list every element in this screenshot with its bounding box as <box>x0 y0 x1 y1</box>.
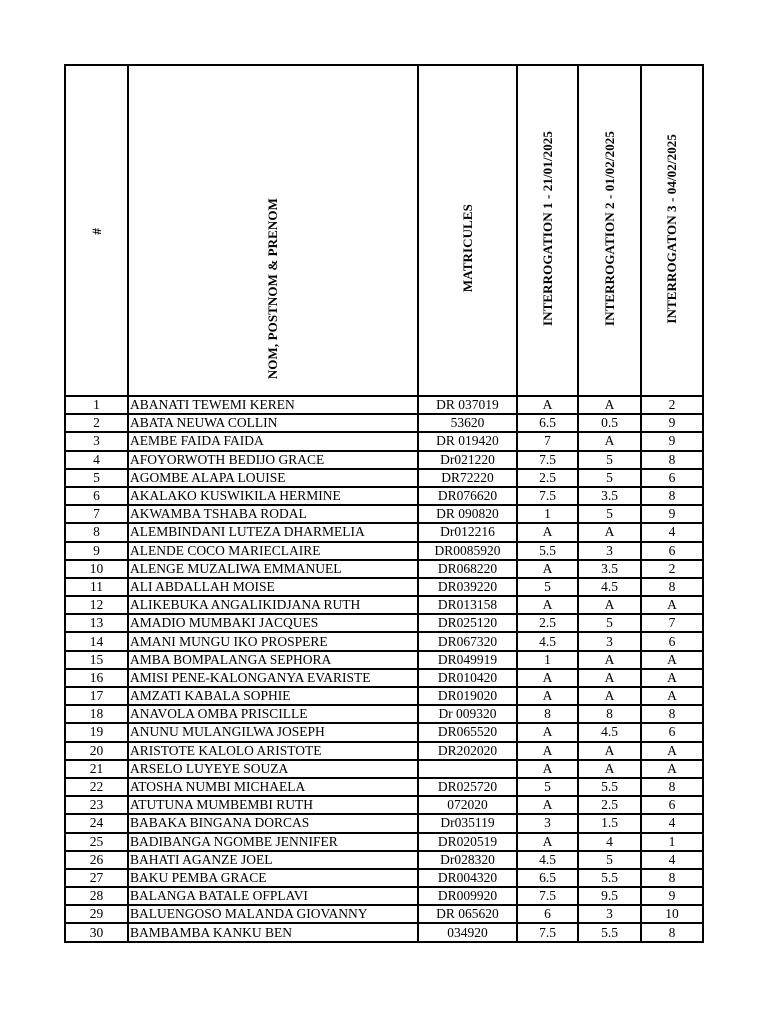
table-row <box>65 923 703 941</box>
cell-interrogation-2: 5.5 <box>578 923 641 941</box>
cell-name: ALENGE MUZALIWA EMMANUEL <box>128 560 418 578</box>
cell-name: BALANGA BATALE OFPLAVI <box>128 887 418 905</box>
cell-number: 6 <box>65 487 128 505</box>
cell-interrogation-1: 6.5 <box>517 414 578 432</box>
cell-matricule: DR009920 <box>418 887 517 905</box>
cell-name: AMANI MUNGU IKO PROSPERE <box>128 632 418 650</box>
cell-interrogation-1: 5.5 <box>517 542 578 560</box>
cell-matricule: DR049919 <box>418 651 517 669</box>
cell-name: BAHATI AGANZE JOEL <box>128 851 418 869</box>
cell-interrogation-3: 8 <box>641 578 703 596</box>
cell-interrogation-2: A <box>578 396 641 414</box>
cell-interrogation-1: A <box>517 669 578 687</box>
cell-number: 1 <box>65 396 128 414</box>
header-num: # <box>65 65 128 396</box>
cell-interrogation-3: 6 <box>641 632 703 650</box>
cell-interrogation-3: 7 <box>641 614 703 632</box>
cell-interrogation-3: 4 <box>641 814 703 832</box>
cell-interrogation-3: 6 <box>641 796 703 814</box>
cell-interrogation-2: 3.5 <box>578 560 641 578</box>
table-row <box>65 723 703 741</box>
cell-matricule: 53620 <box>418 414 517 432</box>
table-row <box>65 487 703 505</box>
cell-matricule: DR0085920 <box>418 542 517 560</box>
cell-number: 28 <box>65 887 128 905</box>
cell-number: 7 <box>65 505 128 523</box>
cell-number: 13 <box>65 614 128 632</box>
table-row <box>65 596 703 614</box>
cell-number: 10 <box>65 560 128 578</box>
cell-interrogation-3: 9 <box>641 432 703 450</box>
cell-name: BAKU PEMBA GRACE <box>128 869 418 887</box>
cell-name: ATUTUNA MUMBEMBI RUTH <box>128 796 418 814</box>
cell-interrogation-3: 8 <box>641 869 703 887</box>
cell-number: 4 <box>65 451 128 469</box>
cell-interrogation-2: A <box>578 596 641 614</box>
cell-interrogation-2: 3 <box>578 632 641 650</box>
cell-interrogation-1: 4.5 <box>517 632 578 650</box>
cell-number: 26 <box>65 851 128 869</box>
cell-name: AKWAMBA TSHABA RODAL <box>128 505 418 523</box>
header-interrogation-2: INTERROGATION 2 - 01/02/2025 <box>578 65 641 396</box>
cell-interrogation-3: 9 <box>641 887 703 905</box>
table-row <box>65 451 703 469</box>
cell-interrogation-2: 3.5 <box>578 487 641 505</box>
cell-interrogation-2: 4 <box>578 833 641 851</box>
cell-interrogation-1: 3 <box>517 814 578 832</box>
cell-interrogation-1: A <box>517 833 578 851</box>
cell-name: AMISI PENE-KALONGANYA EVARISTE <box>128 669 418 687</box>
cell-interrogation-3: 1 <box>641 833 703 851</box>
cell-interrogation-2: A <box>578 687 641 705</box>
cell-matricule: 072020 <box>418 796 517 814</box>
cell-name: ARISTOTE KALOLO ARISTOTE <box>128 742 418 760</box>
cell-matricule: DR020519 <box>418 833 517 851</box>
cell-number: 8 <box>65 523 128 541</box>
cell-interrogation-3: 9 <box>641 505 703 523</box>
cell-interrogation-3: 6 <box>641 723 703 741</box>
cell-name: BABAKA BINGANA DORCAS <box>128 814 418 832</box>
header-interrogation-3: INTERROGATON 3 - 04/02/2025 <box>641 65 703 396</box>
cell-matricule: DR202020 <box>418 742 517 760</box>
cell-matricule: DR067320 <box>418 632 517 650</box>
cell-interrogation-1: 7 <box>517 432 578 450</box>
cell-matricule: DR019020 <box>418 687 517 705</box>
cell-interrogation-1: 8 <box>517 705 578 723</box>
cell-name: AFOYORWOTH BEDIJO GRACE <box>128 451 418 469</box>
cell-interrogation-1: A <box>517 796 578 814</box>
cell-interrogation-2: 5 <box>578 469 641 487</box>
cell-name: ATOSHA NUMBI MICHAELA <box>128 778 418 796</box>
cell-name: BADIBANGA NGOMBE JENNIFER <box>128 833 418 851</box>
cell-matricule: DR72220 <box>418 469 517 487</box>
cell-matricule: DR 065620 <box>418 905 517 923</box>
cell-interrogation-2: 2.5 <box>578 796 641 814</box>
cell-matricule: DR039220 <box>418 578 517 596</box>
table-row <box>65 669 703 687</box>
cell-name: ARSELO LUYEYE SOUZA <box>128 760 418 778</box>
cell-interrogation-3: 4 <box>641 523 703 541</box>
cell-interrogation-2: 1.5 <box>578 814 641 832</box>
cell-name: AMBA BOMPALANGA SEPHORA <box>128 651 418 669</box>
table-row <box>65 396 703 414</box>
cell-name: ALEMBINDANI LUTEZA DHARMELIA <box>128 523 418 541</box>
table-row <box>65 905 703 923</box>
table-row <box>65 542 703 560</box>
cell-number: 25 <box>65 833 128 851</box>
cell-number: 2 <box>65 414 128 432</box>
cell-name: ANUNU MULANGILWA JOSEPH <box>128 723 418 741</box>
cell-interrogation-3: 9 <box>641 414 703 432</box>
cell-number: 24 <box>65 814 128 832</box>
cell-interrogation-2: 4.5 <box>578 723 641 741</box>
cell-name: BAMBAMBA KANKU BEN <box>128 923 418 941</box>
cell-interrogation-1: 4.5 <box>517 851 578 869</box>
cell-name: BALUENGOSO MALANDA GIOVANNY <box>128 905 418 923</box>
cell-interrogation-1: A <box>517 687 578 705</box>
cell-interrogation-3: 10 <box>641 905 703 923</box>
table-row <box>65 687 703 705</box>
cell-interrogation-1: A <box>517 560 578 578</box>
cell-matricule: Dr028320 <box>418 851 517 869</box>
cell-name: AKALAKO KUSWIKILA HERMINE <box>128 487 418 505</box>
cell-interrogation-1: 6 <box>517 905 578 923</box>
table-row <box>65 742 703 760</box>
cell-interrogation-2: A <box>578 669 641 687</box>
cell-name: ABATA NEUWA COLLIN <box>128 414 418 432</box>
table-row <box>65 505 703 523</box>
cell-matricule: DR013158 <box>418 596 517 614</box>
cell-interrogation-2: 3 <box>578 905 641 923</box>
cell-interrogation-3: A <box>641 651 703 669</box>
table-row <box>65 778 703 796</box>
cell-interrogation-1: 7.5 <box>517 887 578 905</box>
cell-interrogation-1: A <box>517 723 578 741</box>
cell-matricule: Dr035119 <box>418 814 517 832</box>
table-row <box>65 414 703 432</box>
cell-interrogation-1: 1 <box>517 651 578 669</box>
table-row <box>65 560 703 578</box>
cell-interrogation-2: A <box>578 432 641 450</box>
cell-interrogation-2: 5 <box>578 451 641 469</box>
cell-matricule: Dr012216 <box>418 523 517 541</box>
cell-interrogation-3: 8 <box>641 451 703 469</box>
cell-number: 20 <box>65 742 128 760</box>
table-row <box>65 614 703 632</box>
header-matricule: MATRICULES <box>418 65 517 396</box>
cell-interrogation-2: 8 <box>578 705 641 723</box>
cell-interrogation-2: 5.5 <box>578 778 641 796</box>
cell-interrogation-3: 6 <box>641 542 703 560</box>
cell-interrogation-1: 5 <box>517 778 578 796</box>
cell-interrogation-3: A <box>641 760 703 778</box>
cell-name: AGOMBE ALAPA LOUISE <box>128 469 418 487</box>
cell-matricule: DR076620 <box>418 487 517 505</box>
cell-interrogation-3: 8 <box>641 487 703 505</box>
cell-name: ANAVOLA OMBA PRISCILLE <box>128 705 418 723</box>
cell-matricule: DR 019420 <box>418 432 517 450</box>
cell-interrogation-1: 2.5 <box>517 614 578 632</box>
cell-number: 16 <box>65 669 128 687</box>
grades-table <box>64 64 704 943</box>
table-row <box>65 760 703 778</box>
cell-interrogation-1: A <box>517 396 578 414</box>
cell-matricule <box>418 760 517 778</box>
cell-matricule: DR004320 <box>418 869 517 887</box>
cell-number: 12 <box>65 596 128 614</box>
cell-interrogation-1: 7.5 <box>517 451 578 469</box>
cell-interrogation-2: 5.5 <box>578 869 641 887</box>
cell-interrogation-1: 7.5 <box>517 487 578 505</box>
table-row <box>65 887 703 905</box>
cell-interrogation-2: 9.5 <box>578 887 641 905</box>
cell-number: 14 <box>65 632 128 650</box>
header-name: NOM, POSTNOM & PRENOM <box>128 65 418 396</box>
table-row <box>65 833 703 851</box>
cell-interrogation-1: 5 <box>517 578 578 596</box>
cell-interrogation-2: A <box>578 760 641 778</box>
table-row <box>65 469 703 487</box>
cell-number: 15 <box>65 651 128 669</box>
cell-matricule: DR025120 <box>418 614 517 632</box>
cell-interrogation-3: A <box>641 742 703 760</box>
cell-matricule: DR010420 <box>418 669 517 687</box>
table-row <box>65 869 703 887</box>
cell-interrogation-1: 1 <box>517 505 578 523</box>
cell-name: AMADIO MUMBAKI JACQUES <box>128 614 418 632</box>
cell-matricule: Dr 009320 <box>418 705 517 723</box>
cell-interrogation-1: 6.5 <box>517 869 578 887</box>
table-row <box>65 851 703 869</box>
cell-number: 19 <box>65 723 128 741</box>
cell-interrogation-1: 7.5 <box>517 923 578 941</box>
cell-interrogation-3: 4 <box>641 851 703 869</box>
cell-interrogation-3: 8 <box>641 778 703 796</box>
cell-interrogation-3: 8 <box>641 923 703 941</box>
cell-number: 30 <box>65 923 128 941</box>
cell-interrogation-3: A <box>641 669 703 687</box>
cell-number: 18 <box>65 705 128 723</box>
cell-number: 11 <box>65 578 128 596</box>
cell-interrogation-3: A <box>641 687 703 705</box>
table-row <box>65 651 703 669</box>
cell-name: ALI ABDALLAH MOISE <box>128 578 418 596</box>
cell-interrogation-2: 5 <box>578 851 641 869</box>
cell-name: ALENDE COCO MARIECLAIRE <box>128 542 418 560</box>
table-body <box>65 396 703 942</box>
cell-interrogation-3: 8 <box>641 705 703 723</box>
cell-name: AMZATI KABALA SOPHIE <box>128 687 418 705</box>
cell-interrogation-2: 3 <box>578 542 641 560</box>
cell-interrogation-1: 2.5 <box>517 469 578 487</box>
table-row <box>65 578 703 596</box>
table-row <box>65 632 703 650</box>
cell-interrogation-2: 5 <box>578 614 641 632</box>
header-row <box>65 65 703 396</box>
table-row <box>65 432 703 450</box>
table-row <box>65 523 703 541</box>
table-row <box>65 796 703 814</box>
cell-interrogation-2: A <box>578 742 641 760</box>
cell-number: 17 <box>65 687 128 705</box>
cell-number: 3 <box>65 432 128 450</box>
cell-matricule: DR 037019 <box>418 396 517 414</box>
cell-name: AEMBE FAIDA FAIDA <box>128 432 418 450</box>
cell-interrogation-3: 6 <box>641 469 703 487</box>
cell-interrogation-1: A <box>517 760 578 778</box>
cell-number: 21 <box>65 760 128 778</box>
cell-interrogation-2: A <box>578 651 641 669</box>
table-row <box>65 705 703 723</box>
cell-matricule: Dr021220 <box>418 451 517 469</box>
cell-interrogation-1: A <box>517 596 578 614</box>
cell-interrogation-2: 0.5 <box>578 414 641 432</box>
cell-interrogation-2: 5 <box>578 505 641 523</box>
cell-matricule: DR 090820 <box>418 505 517 523</box>
cell-number: 22 <box>65 778 128 796</box>
cell-interrogation-3: 2 <box>641 396 703 414</box>
cell-number: 29 <box>65 905 128 923</box>
cell-interrogation-2: A <box>578 523 641 541</box>
cell-matricule: DR068220 <box>418 560 517 578</box>
cell-number: 27 <box>65 869 128 887</box>
cell-number: 23 <box>65 796 128 814</box>
table-row <box>65 814 703 832</box>
cell-interrogation-2: 4.5 <box>578 578 641 596</box>
cell-interrogation-1: A <box>517 742 578 760</box>
cell-number: 9 <box>65 542 128 560</box>
cell-name: ALIKEBUKA ANGALIKIDJANA RUTH <box>128 596 418 614</box>
header-interrogation-1: INTERROGATION 1 - 21/01/2025 <box>517 65 578 396</box>
cell-matricule: 034920 <box>418 923 517 941</box>
cell-interrogation-1: A <box>517 523 578 541</box>
cell-interrogation-3: 2 <box>641 560 703 578</box>
cell-interrogation-3: A <box>641 596 703 614</box>
cell-matricule: DR065520 <box>418 723 517 741</box>
cell-name: ABANATI TEWEMI KEREN <box>128 396 418 414</box>
cell-number: 5 <box>65 469 128 487</box>
cell-matricule: DR025720 <box>418 778 517 796</box>
